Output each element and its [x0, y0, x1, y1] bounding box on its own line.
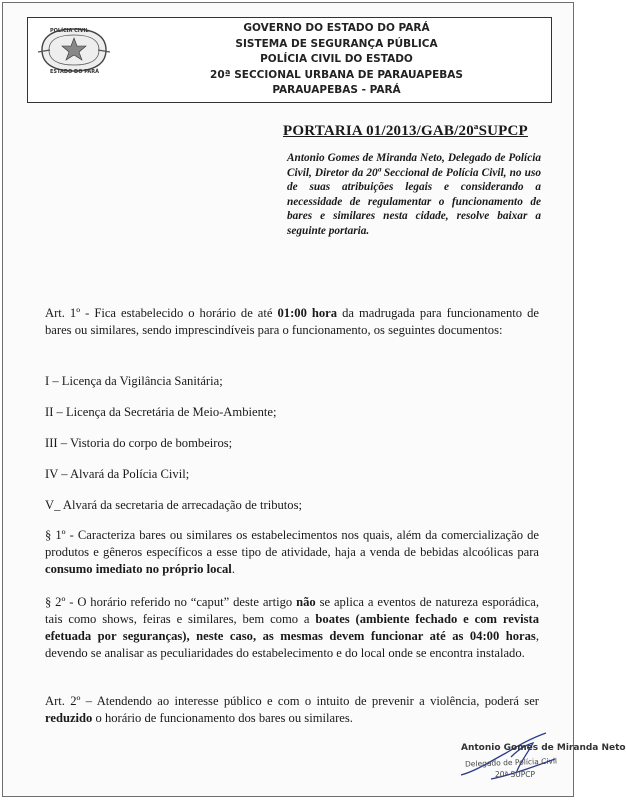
document-page — [2, 2, 626, 797]
list-item: III – Vistoria do corpo de bombeiros; — [45, 436, 233, 450]
letterhead-line: PARAUAPEBAS - PARÁ — [272, 84, 401, 96]
paragraph-1-end: . — [231, 562, 235, 576]
letterhead-text — [128, 21, 545, 99]
signature-unit: 20ª SUPCP — [495, 770, 535, 779]
paragraph-1 — [45, 527, 539, 578]
letterhead-line: POLÍCIA CIVIL DO ESTADO — [260, 53, 413, 65]
paragraph-1-bold: consumo imediato no próprio local — [45, 562, 232, 576]
article-2-end: o horário de funcionamento dos bares ou similares. — [92, 711, 353, 725]
signature-name: Antonio Gomes de Miranda Neto — [461, 743, 626, 753]
letterhead — [27, 17, 552, 103]
paragraph-2-text: , devendo se analisar as peculiaridades do estabelecimento e do local onde se encontra instalado. — [45, 629, 539, 660]
list-item: I – Licença da Vigilância Sanitária; — [45, 374, 223, 388]
paragraph-2-text: § 2º - O horário referido no “caput” deste artigo — [45, 595, 297, 609]
article-1 — [45, 305, 539, 339]
document-title: PORTARIA 01/2013/GAB/20ªSUPCP — [283, 123, 528, 139]
paragraph-2 — [45, 594, 539, 662]
badge-text-bottom: ESTADO DO PARÁ — [50, 69, 99, 75]
letterhead-line: SISTEMA DE SEGURANÇA PÚBLICA — [235, 37, 438, 50]
preamble: Antonio Gomes de Miranda Neto, Delegado de Polícia Civil, Diretor da 20ª Seccional de Polícia Civil, no uso de suas atribuições legais e considerando a necessidade de regulamentar o funcionamento de bares e similares nesta cidade, resolve baixar a seguinte portaria. — [287, 152, 541, 237]
article-1-text-end: da madrugada para funcionamento de bares ou similares, sendo imprescindíveis para o funcionamento, os seguintes documentos: — [45, 306, 539, 337]
list-item: II – Licença da Secretária de Meio-Ambiente; — [45, 405, 277, 419]
article-2 — [45, 693, 539, 727]
letterhead-line: GOVERNO DO ESTADO DO PARÁ — [243, 22, 430, 34]
paragraph-2-bold: boates (ambiente fechado e com revista efetuada por seguranças), neste caso, as mesmas devem funcionar até as 04:00 horas — [45, 612, 540, 643]
article-1-bold: 01:00 hora — [277, 306, 338, 320]
list-item: V_ Alvará da secretaria de arrecadação de tributos; — [45, 498, 302, 512]
badge-text-top: POLÍCIA CIVIL — [50, 28, 89, 34]
paragraph-2-text: se aplica a eventos de natureza esporádica, tais como shows, feiras e similares, bem como a — [45, 595, 539, 626]
paragraph-2-bold: não — [296, 595, 316, 609]
signature-role: Delegado de Polícia Civil — [464, 756, 558, 769]
paragraph-1-text: § 1º - Caracteriza bares ou similares os estabelecimentos nos quais, além da comercialização de produtos e gêneros específicos a esse tipo de atividade, haja a venda de bebidas alcoólicas para — [45, 528, 539, 559]
article-2-bold: reduzido — [45, 711, 93, 725]
letterhead-line: 20ª SECCIONAL URBANA DE PARAUAPEBAS — [210, 68, 463, 81]
article-1-text: Art. 1º - Fica estabelecido o horário de até — [45, 306, 278, 320]
list-item: IV – Alvará da Polícia Civil; — [45, 467, 190, 481]
article-2-text: Art. 2º – Atendendo ao interesse público e com o intuito de prevenir a violência, poderá ser — [45, 694, 539, 708]
